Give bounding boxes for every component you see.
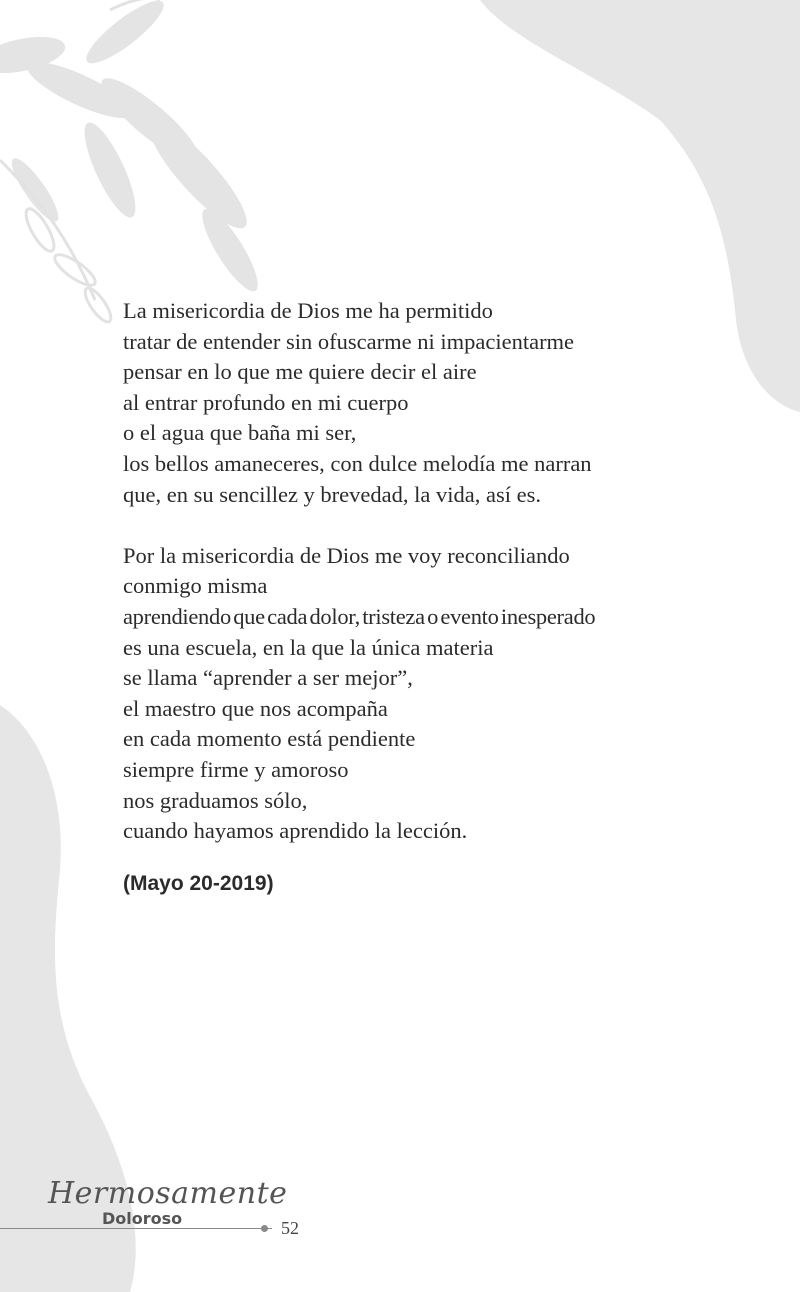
poem-line: los bellos amaneceres, con dulce melodía me narran bbox=[123, 450, 592, 476]
poem-line: pensar en lo que me quiere decir el aire bbox=[123, 359, 477, 385]
poem-line: o el agua que baña mi ser, bbox=[123, 420, 357, 446]
poem-line: La misericordia de Dios me ha permitido bbox=[123, 298, 493, 323]
poem-line: conmigo misma bbox=[123, 573, 268, 599]
poem-line: nos graduamos sólo, bbox=[123, 787, 308, 813]
poem-line: en cada momento está pendiente bbox=[123, 726, 416, 752]
book-title-logo: Hermosamente bbox=[48, 1176, 288, 1211]
leaf-branch-icon bbox=[0, 0, 266, 298]
poem-line: cuando hayamos aprendido la lección. bbox=[123, 818, 468, 844]
page-number: 52 bbox=[281, 1218, 299, 1238]
poem-line: se llama “aprender a ser mejor”, bbox=[123, 665, 413, 691]
poem-line: el maestro que nos acompaña bbox=[123, 695, 388, 721]
poem-line: aprendiendo que cada dolor, tristeza o evento inesperado bbox=[123, 603, 596, 629]
poem-line: es una escuela, en la que la única materia bbox=[123, 634, 494, 660]
stanza-2 bbox=[123, 541, 763, 847]
footer-dot-icon bbox=[261, 1225, 268, 1232]
poem-line: siempre firme y amoroso bbox=[123, 756, 349, 782]
poem-line: Por la misericordia de Dios me voy reconciliando bbox=[123, 542, 570, 568]
book-subtitle: Doloroso bbox=[102, 1209, 183, 1228]
poem-body bbox=[123, 296, 763, 877]
poem-date: (Mayo 20-2019) bbox=[123, 872, 274, 895]
poem-line: al entrar profundo en mi cuerpo bbox=[123, 389, 409, 415]
poem-line: tratar de entender sin ofuscarme ni impacientarme bbox=[123, 328, 575, 354]
stanza-1 bbox=[123, 296, 763, 510]
poem-line: que, en su sencillez y brevedad, la vida, así es. bbox=[123, 481, 541, 507]
footer-divider bbox=[0, 1228, 272, 1229]
